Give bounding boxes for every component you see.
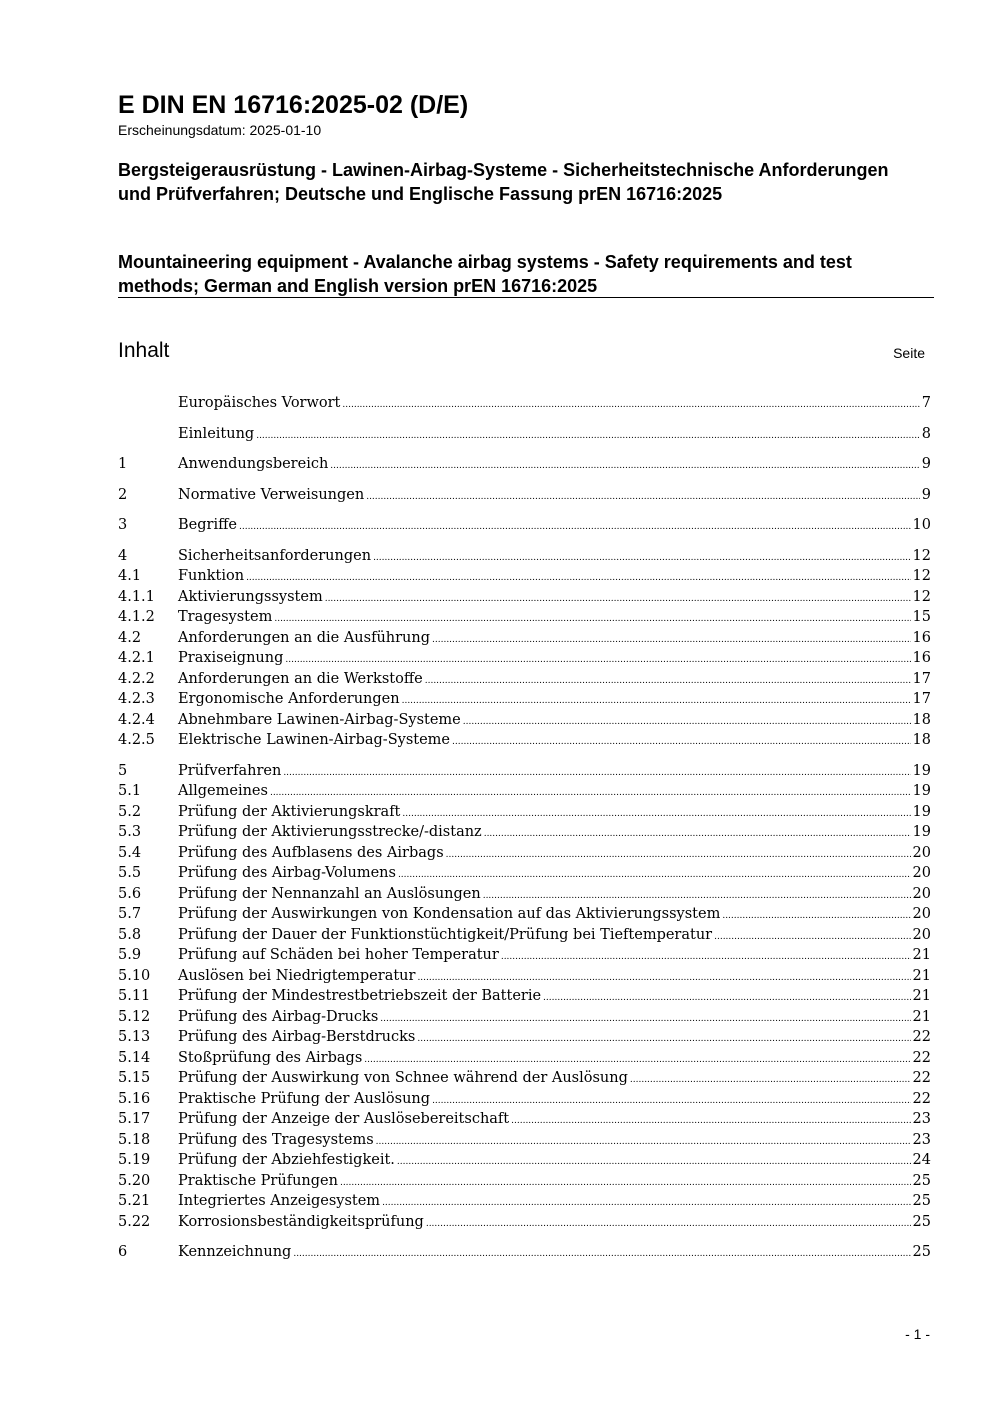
toc-entry-text: Funktion [178, 568, 245, 584]
toc-entry-text: Prüfverfahren [178, 762, 282, 779]
toc-entry-text: Prüfung der Mindestrestbetriebszeit der Batterie [178, 988, 542, 1004]
toc-entry[interactable] [118, 424, 931, 445]
toc-entry-text: Prüfung der Nennanzahl an Auslösungen [178, 885, 481, 902]
toc-entry-text: Prüfung des Tragesystems [178, 1131, 374, 1148]
toc-entry-number: 5.17 [118, 1111, 151, 1127]
toc-leader-dots [483, 886, 911, 907]
toc-leader-dots [417, 1029, 910, 1050]
toc-leader-dots [432, 1091, 910, 1112]
toc-entry-page: 7 [921, 395, 931, 411]
toc-entry-number: 5.10 [118, 967, 151, 984]
toc-leader-dots [417, 968, 910, 989]
toc-entry-text: Prüfung des Airbag-Volumens [178, 865, 396, 881]
toc-leader-dots [484, 824, 911, 845]
toc-entry[interactable] [118, 1171, 931, 1192]
toc-entry-text: Integriertes Anzeigesystem [178, 1193, 381, 1209]
toc-entry[interactable] [118, 710, 931, 731]
toc-entry[interactable] [118, 515, 931, 536]
toc-entry-page: 24 [912, 1152, 931, 1168]
toc-entry[interactable] [118, 925, 931, 946]
toc-entry-page: 21 [912, 988, 931, 1004]
toc-entry[interactable] [118, 730, 931, 751]
toc-entry-page: 21 [912, 1008, 931, 1025]
toc-entry-number: 5.13 [118, 1029, 151, 1045]
toc-entry-number: 4.2 [118, 629, 142, 646]
toc-entry-text: Stoßprüfung des Airbags [178, 1049, 363, 1066]
toc-entry[interactable] [118, 822, 931, 843]
toc-entry-number: 4.1 [118, 568, 142, 584]
toc-entry-page: 22 [912, 1049, 931, 1066]
toc-leader-dots [402, 804, 910, 825]
toc-entry-number: 5.19 [118, 1152, 151, 1168]
toc-leader-dots [543, 988, 911, 1009]
toc-entry-page: 25 [912, 1172, 931, 1189]
toc-entry-page: 23 [912, 1111, 931, 1127]
toc-entry[interactable] [118, 884, 931, 905]
toc-entry-number: 4.2.4 [118, 711, 155, 728]
toc-leader-dots [256, 426, 920, 447]
toc-leader-dots [239, 517, 911, 538]
document-title: E DIN EN 16716:2025-02 (D/E) [118, 91, 469, 119]
toc-entry-text: Ergonomische Anforderungen [178, 691, 400, 707]
toc-leader-dots [380, 1009, 910, 1030]
toc-leader-dots [714, 927, 910, 948]
toc-entry[interactable] [118, 393, 931, 414]
toc-entry-number: 5.11 [118, 988, 151, 1004]
toc-leader-dots [722, 906, 910, 927]
toc-entry-number: 1 [118, 456, 128, 472]
toc-entry-text: Prüfung der Auswirkung von Schnee während der Auslösung [178, 1070, 628, 1086]
toc-entry[interactable] [118, 986, 931, 1007]
toc-entry-number: 5.6 [118, 885, 142, 902]
toc-entry-page: 12 [912, 547, 931, 564]
toc-entry[interactable] [118, 1109, 931, 1130]
toc-entry-text: Prüfung der Abziehfestigkeit. [178, 1152, 395, 1168]
toc-entry-number: 5.2 [118, 803, 142, 820]
toc-entry[interactable] [118, 1191, 931, 1212]
toc-entry-page: 20 [912, 926, 931, 943]
toc-leader-dots [398, 865, 911, 886]
toc-entry-number: 5.22 [118, 1213, 151, 1230]
toc-entry-page: 8 [921, 425, 931, 442]
toc-leader-dots [366, 487, 920, 508]
toc-leader-dots [630, 1070, 911, 1091]
toc-entry-page: 17 [912, 691, 931, 707]
toc-entry-text: Einleitung [178, 425, 255, 442]
toc-leader-dots [426, 1214, 911, 1235]
toc-entry-number: 5.1 [118, 783, 142, 799]
toc-leader-dots [330, 456, 919, 477]
toc-entry-text: Auslösen bei Niedrigtemperatur [178, 967, 416, 984]
toc-entry-text: Praktische Prüfungen [178, 1172, 338, 1189]
toc-entry-page: 16 [912, 629, 931, 646]
toc-entry-number: 5.16 [118, 1090, 151, 1107]
toc-entry-number: 5.14 [118, 1049, 151, 1066]
toc-entry-text: Normative Verweisungen [178, 486, 365, 503]
toc-entry-text: Aktivierungssystem [178, 588, 323, 605]
toc-entry-number: 5.21 [118, 1193, 151, 1209]
toc-entry[interactable] [118, 689, 931, 710]
toc-entry-page: 21 [912, 947, 931, 963]
toc-entry-page: 19 [912, 762, 931, 779]
english-title: Mountaineering equipment - Avalanche airbag systems - Safety requirements and test methods; German and English version prEN 16716:2025 [118, 252, 852, 296]
toc-entry-page: 12 [912, 588, 931, 605]
toc-entry-text: Elektrische Lawinen-Airbag-Systeme [178, 732, 451, 748]
toc-entry-text: Anforderungen an die Ausführung [178, 629, 431, 646]
toc-entry-number: 5 [118, 762, 128, 779]
toc-entry-page: 20 [912, 906, 931, 922]
toc-entry-number: 4.2.1 [118, 650, 155, 666]
toc-entry-text: Praktische Prüfung der Auslösung [178, 1090, 431, 1107]
toc-entry-page: 22 [912, 1029, 931, 1045]
toc-leader-dots [376, 1132, 911, 1153]
toc-entry-page: 22 [912, 1090, 931, 1107]
toc-entry-text: Prüfung der Dauer der Funktionstüchtigkeit/Prüfung bei Tieftemperatur [178, 926, 713, 943]
toc-leader-dots [446, 845, 911, 866]
toc-entry[interactable] [118, 1089, 931, 1110]
toc-entry-text: Europäisches Vorwort [178, 395, 341, 411]
toc-entry-page: 19 [912, 824, 931, 840]
toc-entry[interactable] [118, 945, 931, 966]
toc-entry-text: Sicherheitsanforderungen [178, 547, 372, 564]
toc-entry[interactable] [118, 1212, 931, 1233]
toc-entry-number: 4.2.2 [118, 670, 155, 687]
toc-leader-dots [342, 395, 919, 416]
toc-entry-text: Prüfung des Airbag-Berstdrucks [178, 1029, 416, 1045]
toc-entry[interactable] [118, 648, 931, 669]
toc-leader-dots [452, 732, 911, 753]
toc-entry-number: 5.8 [118, 926, 142, 943]
toc-entry[interactable] [118, 1048, 931, 1069]
toc-entry-text: Allgemeines [178, 783, 268, 799]
toc-entry[interactable] [118, 669, 931, 690]
toc-entry[interactable] [118, 454, 931, 475]
publication-date: Erscheinungsdatum: 2025-01-10 [118, 122, 322, 138]
toc-entry-number: 5.15 [118, 1070, 151, 1086]
toc-leader-dots [246, 568, 910, 589]
toc-entry[interactable] [118, 587, 931, 608]
toc-entry[interactable] [118, 1027, 931, 1048]
toc-leader-dots [325, 589, 911, 610]
toc-entry[interactable] [118, 1150, 931, 1171]
toc-entry-number: 5.18 [118, 1131, 151, 1148]
toc-leader-dots [373, 548, 910, 569]
toc-leader-dots [501, 947, 911, 968]
toc-entry-page: 21 [912, 967, 931, 984]
toc-entry-text: Prüfung der Aktivierungskraft [178, 803, 401, 820]
toc-entry-text: Korrosionsbeständigkeitsprüfung [178, 1213, 424, 1230]
toc-entry[interactable] [118, 607, 931, 628]
toc-entry-number: 4.1.1 [118, 588, 155, 605]
toc-leader-dots [463, 712, 911, 733]
toc-entry[interactable] [118, 781, 931, 802]
toc-entry-number: 4.2.3 [118, 691, 155, 707]
toc-leader-dots [340, 1173, 911, 1194]
toc-entry[interactable] [118, 546, 931, 567]
toc-entry-text: Prüfung der Auswirkungen von Kondensation auf das Aktivierungssystem [178, 906, 721, 922]
toc-entry[interactable] [118, 566, 931, 587]
toc-leader-dots [364, 1050, 910, 1071]
toc-entry-page: 9 [921, 486, 931, 503]
toc-leader-dots [285, 650, 910, 671]
toc-entry-text: Prüfung des Aufblasens des Airbags [178, 844, 444, 861]
toc-entry[interactable] [118, 628, 931, 649]
toc-heading: Inhalt [118, 339, 170, 362]
toc-entry-number: 4.1.2 [118, 609, 155, 625]
toc-entry-page: 9 [921, 456, 931, 472]
toc-entry-page: 18 [912, 732, 931, 748]
toc-leader-dots [293, 1244, 910, 1265]
toc-entry-number: 5.3 [118, 824, 142, 840]
toc-entry-text: Prüfung der Aktivierungsstrecke/-distanz [178, 824, 482, 840]
toc-entry-text: Tragesystem [178, 609, 273, 625]
toc-leader-dots [397, 1152, 911, 1173]
toc-entry-text: Kennzeichnung [178, 1244, 292, 1260]
toc-entry-page: 15 [912, 609, 931, 625]
toc-entry-page: 25 [912, 1193, 931, 1209]
toc-entry[interactable] [118, 485, 931, 506]
toc-entry-page: 19 [912, 803, 931, 820]
toc-entry-number: 6 [118, 1244, 128, 1260]
page-number: - 1 - [905, 1326, 930, 1342]
toc-leader-dots [511, 1111, 910, 1132]
toc-leader-dots [283, 763, 910, 784]
toc-entry[interactable] [118, 1007, 931, 1028]
toc-entry-number: 5.12 [118, 1008, 151, 1025]
toc-leader-dots [270, 783, 911, 804]
toc-entry[interactable] [118, 1068, 931, 1089]
toc-entry-page: 18 [912, 711, 931, 728]
toc-entry-number: 5.20 [118, 1172, 151, 1189]
toc-entry-page: 25 [912, 1244, 931, 1260]
toc-entry[interactable] [118, 904, 931, 925]
toc-entry-page: 12 [912, 568, 931, 584]
toc-entry-text: Anforderungen an die Werkstoffe [178, 670, 423, 687]
toc-entry-text: Prüfung des Airbag-Drucks [178, 1008, 379, 1025]
toc-entry-number: 2 [118, 486, 128, 503]
toc-entry-page: 23 [912, 1131, 931, 1148]
toc-entry-page: 19 [912, 783, 931, 799]
toc-entry-page: 20 [912, 885, 931, 902]
toc-entry-text: Abnehmbare Lawinen-Airbag-Systeme [178, 711, 461, 728]
toc-entry-page: 16 [912, 650, 931, 666]
table-of-contents [118, 393, 931, 1263]
title-divider [118, 297, 934, 298]
toc-page-label: Seite [893, 345, 925, 361]
toc-entry-number: 5.7 [118, 906, 142, 922]
toc-entry-page: 10 [912, 517, 931, 533]
toc-leader-dots [274, 609, 910, 630]
toc-entry-number: 4.2.5 [118, 732, 155, 748]
toc-entry[interactable] [118, 802, 931, 823]
toc-entry[interactable] [118, 863, 931, 884]
toc-entry-text: Praxiseignung [178, 650, 284, 666]
toc-entry-page: 17 [912, 670, 931, 687]
toc-entry-text: Anwendungsbereich [178, 456, 329, 472]
toc-leader-dots [402, 691, 911, 712]
toc-leader-dots [382, 1193, 910, 1214]
toc-entry-text: Prüfung auf Schäden bei hoher Temperatur [178, 947, 499, 963]
toc-entry[interactable] [118, 1242, 931, 1263]
toc-entry[interactable] [118, 966, 931, 987]
toc-entry-number: 3 [118, 517, 128, 533]
toc-entry-number: 5.4 [118, 844, 142, 861]
toc-entry[interactable] [118, 1130, 931, 1151]
toc-leader-dots [425, 671, 911, 692]
toc-entry-text: Begriffe [178, 517, 237, 533]
toc-entry[interactable] [118, 843, 931, 864]
german-title: Bergsteigerausrüstung - Lawinen-Airbag-Systeme - Sicherheitstechnische Anforderungen und Prüfverfahren; Deutsche und Englische Fassung prEN 16716:2025 [118, 160, 889, 204]
toc-leader-dots [432, 630, 911, 651]
toc-entry-number: 5.9 [118, 947, 142, 963]
toc-entry-page: 20 [912, 865, 931, 881]
toc-entry-number: 4 [118, 547, 128, 564]
toc-entry-number: 5.5 [118, 865, 142, 881]
toc-entry-text: Prüfung der Anzeige der Auslösebereitschaft [178, 1111, 510, 1127]
toc-entry-page: 22 [912, 1070, 931, 1086]
toc-entry-page: 20 [912, 844, 931, 861]
toc-entry[interactable] [118, 761, 931, 782]
toc-entry-page: 25 [912, 1213, 931, 1230]
